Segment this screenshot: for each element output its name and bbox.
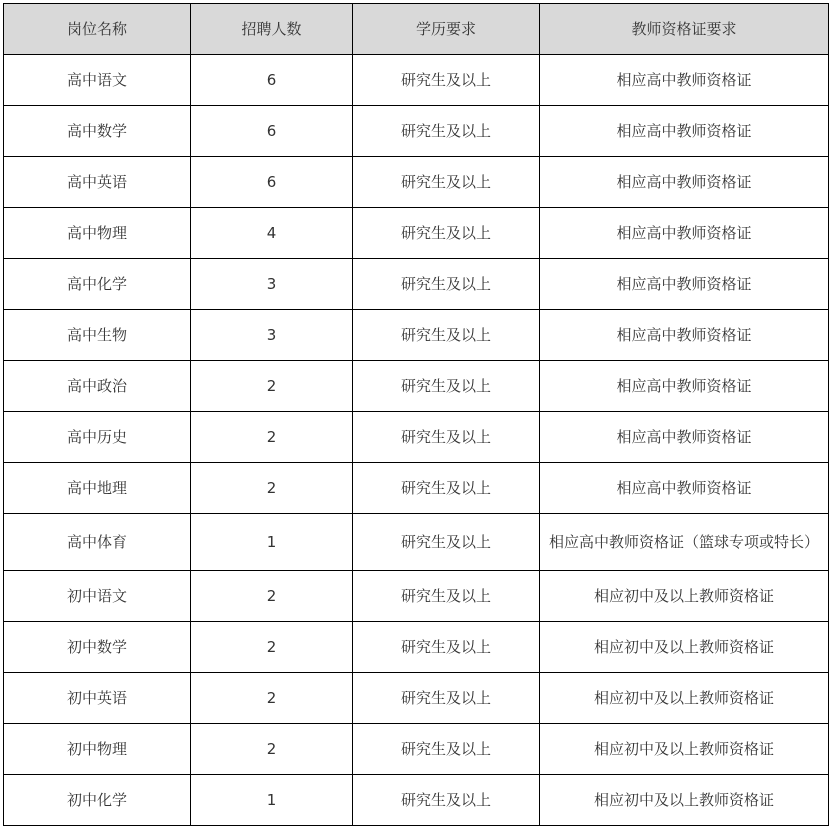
cell-education: 研究生及以上 [353, 622, 540, 673]
cell-count: 2 [191, 673, 353, 724]
cell-certificate: 相应初中及以上教师资格证 [540, 724, 829, 775]
cell-position: 高中体育 [4, 514, 191, 571]
cell-count: 2 [191, 361, 353, 412]
cell-position: 初中语文 [4, 571, 191, 622]
cell-count: 2 [191, 571, 353, 622]
table-row [4, 463, 829, 514]
cell-count: 6 [191, 157, 353, 208]
cell-position: 高中语文 [4, 55, 191, 106]
cell-count: 1 [191, 514, 353, 571]
cell-certificate: 相应高中教师资格证 [540, 412, 829, 463]
cell-count: 1 [191, 775, 353, 826]
header-position: 岗位名称 [4, 4, 191, 55]
table-row [4, 571, 829, 622]
cell-position: 高中英语 [4, 157, 191, 208]
table-row [4, 55, 829, 106]
cell-count: 2 [191, 463, 353, 514]
cell-count: 2 [191, 724, 353, 775]
cell-position: 高中化学 [4, 259, 191, 310]
cell-position: 高中生物 [4, 310, 191, 361]
cell-certificate: 相应初中及以上教师资格证 [540, 571, 829, 622]
cell-education: 研究生及以上 [353, 463, 540, 514]
cell-certificate: 相应高中教师资格证 [540, 157, 829, 208]
cell-education: 研究生及以上 [353, 514, 540, 571]
cell-education: 研究生及以上 [353, 361, 540, 412]
table-row [4, 208, 829, 259]
cell-certificate: 相应高中教师资格证 [540, 106, 829, 157]
table-row [4, 157, 829, 208]
table-header-row [4, 4, 829, 55]
cell-certificate: 相应初中及以上教师资格证 [540, 775, 829, 826]
cell-education: 研究生及以上 [353, 310, 540, 361]
table-row [4, 106, 829, 157]
cell-certificate: 相应高中教师资格证（篮球专项或特长） [540, 514, 829, 571]
cell-count: 3 [191, 259, 353, 310]
recruitment-table-container [3, 3, 828, 826]
table-row [4, 724, 829, 775]
cell-position: 初中数学 [4, 622, 191, 673]
cell-education: 研究生及以上 [353, 157, 540, 208]
header-education: 学历要求 [353, 4, 540, 55]
cell-position: 初中物理 [4, 724, 191, 775]
header-count: 招聘人数 [191, 4, 353, 55]
cell-education: 研究生及以上 [353, 412, 540, 463]
table-row [4, 310, 829, 361]
cell-certificate: 相应高中教师资格证 [540, 361, 829, 412]
cell-count: 3 [191, 310, 353, 361]
cell-position: 高中历史 [4, 412, 191, 463]
cell-education: 研究生及以上 [353, 673, 540, 724]
cell-count: 2 [191, 622, 353, 673]
recruitment-table [3, 3, 829, 826]
cell-education: 研究生及以上 [353, 724, 540, 775]
table-row [4, 622, 829, 673]
cell-certificate: 相应高中教师资格证 [540, 208, 829, 259]
table-row [4, 514, 829, 571]
cell-count: 2 [191, 412, 353, 463]
cell-education: 研究生及以上 [353, 106, 540, 157]
cell-education: 研究生及以上 [353, 208, 540, 259]
cell-certificate: 相应初中及以上教师资格证 [540, 673, 829, 724]
header-certificate: 教师资格证要求 [540, 4, 829, 55]
cell-certificate: 相应高中教师资格证 [540, 259, 829, 310]
cell-education: 研究生及以上 [353, 55, 540, 106]
cell-count: 6 [191, 106, 353, 157]
cell-education: 研究生及以上 [353, 259, 540, 310]
cell-count: 6 [191, 55, 353, 106]
cell-position: 高中物理 [4, 208, 191, 259]
cell-position: 高中地理 [4, 463, 191, 514]
table-row [4, 412, 829, 463]
table-row [4, 775, 829, 826]
cell-certificate: 相应高中教师资格证 [540, 310, 829, 361]
table-row [4, 361, 829, 412]
cell-position: 高中政治 [4, 361, 191, 412]
cell-certificate: 相应高中教师资格证 [540, 463, 829, 514]
cell-position: 初中化学 [4, 775, 191, 826]
cell-position: 高中数学 [4, 106, 191, 157]
cell-education: 研究生及以上 [353, 775, 540, 826]
cell-education: 研究生及以上 [353, 571, 540, 622]
cell-position: 初中英语 [4, 673, 191, 724]
cell-count: 4 [191, 208, 353, 259]
cell-certificate: 相应高中教师资格证 [540, 55, 829, 106]
cell-certificate: 相应初中及以上教师资格证 [540, 622, 829, 673]
table-row [4, 673, 829, 724]
table-row [4, 259, 829, 310]
